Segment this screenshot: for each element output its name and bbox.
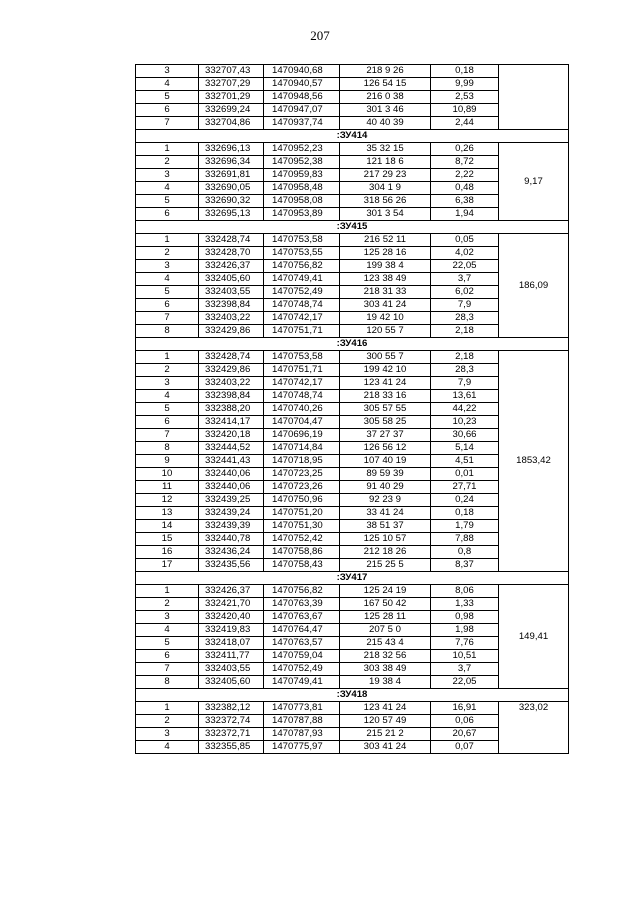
- direction-angle: 121 18 6: [340, 156, 431, 169]
- coord-y: 1470723,25: [264, 468, 340, 481]
- segment-length: 3,7: [431, 663, 499, 676]
- segment-length: 0,05: [431, 234, 499, 247]
- direction-angle: 218 9 26: [340, 65, 431, 78]
- coord-y: 1470749,41: [264, 273, 340, 286]
- direction-angle: 218 32 56: [340, 650, 431, 663]
- plot-title: :ЗУ416: [136, 338, 569, 351]
- segment-length: 8,72: [431, 156, 499, 169]
- point-number: 10: [136, 468, 199, 481]
- segment-length: 0,26: [431, 143, 499, 156]
- coord-x: 332372,71: [199, 728, 264, 741]
- segment-length: 1,79: [431, 520, 499, 533]
- coord-x: 332418,07: [199, 637, 264, 650]
- direction-angle: 35 32 15: [340, 143, 431, 156]
- coord-x: 332403,22: [199, 312, 264, 325]
- coord-x: 332429,86: [199, 325, 264, 338]
- direction-angle: 125 10 57: [340, 533, 431, 546]
- point-number: 3: [136, 728, 199, 741]
- coord-y: 1470787,93: [264, 728, 340, 741]
- segment-length: 44,22: [431, 403, 499, 416]
- coord-x: 332355,85: [199, 741, 264, 754]
- direction-angle: 167 50 42: [340, 598, 431, 611]
- coord-x: 332382,12: [199, 702, 264, 715]
- plot-header-row: [136, 130, 569, 143]
- point-number: 3: [136, 611, 199, 624]
- coord-y: 1470940,68: [264, 65, 340, 78]
- point-number: 5: [136, 403, 199, 416]
- segment-length: 7,88: [431, 533, 499, 546]
- segment-length: 0,98: [431, 611, 499, 624]
- segment-length: 2,18: [431, 325, 499, 338]
- direction-angle: 301 3 46: [340, 104, 431, 117]
- coord-y: 1470763,67: [264, 611, 340, 624]
- coord-x: 332421,70: [199, 598, 264, 611]
- coordinates-table-container: [135, 64, 568, 754]
- coord-x: 332691,81: [199, 169, 264, 182]
- point-number: 4: [136, 182, 199, 195]
- segment-length: 8,06: [431, 585, 499, 598]
- coord-y: 1470753,55: [264, 247, 340, 260]
- coordinates-table: [135, 64, 569, 754]
- page-number: 207: [310, 28, 330, 43]
- coord-x: 332428,74: [199, 234, 264, 247]
- coord-x: 332429,86: [199, 364, 264, 377]
- coord-y: 1470740,26: [264, 403, 340, 416]
- plot-title: :ЗУ415: [136, 221, 569, 234]
- point-number: 2: [136, 247, 199, 260]
- coord-x: 332414,17: [199, 416, 264, 429]
- direction-angle: 199 42 10: [340, 364, 431, 377]
- coord-x: 332426,37: [199, 260, 264, 273]
- direction-angle: 120 57 49: [340, 715, 431, 728]
- direction-angle: 216 0 38: [340, 91, 431, 104]
- coord-x: 332440,06: [199, 468, 264, 481]
- direction-angle: 215 25 5: [340, 559, 431, 572]
- segment-length: 0,24: [431, 494, 499, 507]
- coord-y: 1470763,39: [264, 598, 340, 611]
- table-row: [136, 585, 569, 598]
- coord-y: 1470948,56: [264, 91, 340, 104]
- segment-length: 7,76: [431, 637, 499, 650]
- point-number: 1: [136, 143, 199, 156]
- coord-x: 332701,29: [199, 91, 264, 104]
- plot-area: 149,41: [499, 585, 569, 689]
- point-number: 6: [136, 104, 199, 117]
- point-number: 8: [136, 442, 199, 455]
- coord-y: 1470756,82: [264, 585, 340, 598]
- direction-angle: 107 40 19: [340, 455, 431, 468]
- coord-y: 1470773,81: [264, 702, 340, 715]
- direction-angle: 126 56 12: [340, 442, 431, 455]
- segment-length: 0,06: [431, 715, 499, 728]
- point-number: 4: [136, 78, 199, 91]
- coord-x: 332426,37: [199, 585, 264, 598]
- point-number: 7: [136, 429, 199, 442]
- segment-length: 6,02: [431, 286, 499, 299]
- coord-x: 332690,05: [199, 182, 264, 195]
- coord-x: 332696,34: [199, 156, 264, 169]
- segment-length: 4,51: [431, 455, 499, 468]
- coord-y: 1470751,71: [264, 325, 340, 338]
- point-number: 4: [136, 741, 199, 754]
- plot-area: 1853,42: [499, 351, 569, 572]
- point-number: 7: [136, 663, 199, 676]
- direction-angle: 318 56 26: [340, 195, 431, 208]
- direction-angle: 123 38 49: [340, 273, 431, 286]
- coord-y: 1470756,82: [264, 260, 340, 273]
- segment-length: 27,71: [431, 481, 499, 494]
- coord-x: 332699,24: [199, 104, 264, 117]
- direction-angle: 123 41 24: [340, 377, 431, 390]
- segment-length: 0,18: [431, 507, 499, 520]
- coord-x: 332707,29: [199, 78, 264, 91]
- coord-y: 1470704,47: [264, 416, 340, 429]
- plot-title: :ЗУ417: [136, 572, 569, 585]
- segment-length: 13,61: [431, 390, 499, 403]
- point-number: 5: [136, 195, 199, 208]
- segment-length: 2,18: [431, 351, 499, 364]
- point-number: 1: [136, 351, 199, 364]
- direction-angle: 92 23 9: [340, 494, 431, 507]
- direction-angle: 303 38 49: [340, 663, 431, 676]
- direction-angle: 91 40 29: [340, 481, 431, 494]
- segment-length: 16,91: [431, 702, 499, 715]
- coord-y: 1470752,42: [264, 533, 340, 546]
- coord-x: 332428,70: [199, 247, 264, 260]
- coord-x: 332439,39: [199, 520, 264, 533]
- coord-x: 332696,13: [199, 143, 264, 156]
- point-number: 11: [136, 481, 199, 494]
- segment-length: 28,3: [431, 312, 499, 325]
- coord-x: 332398,84: [199, 299, 264, 312]
- coord-x: 332704,86: [199, 117, 264, 130]
- table-row: [136, 143, 569, 156]
- coord-y: 1470952,38: [264, 156, 340, 169]
- coord-y: 1470763,57: [264, 637, 340, 650]
- segment-length: 28,3: [431, 364, 499, 377]
- segment-length: 5,14: [431, 442, 499, 455]
- segment-length: 30,66: [431, 429, 499, 442]
- coord-y: 1470958,48: [264, 182, 340, 195]
- coord-y: 1470952,23: [264, 143, 340, 156]
- segment-length: 10,89: [431, 104, 499, 117]
- segment-length: 1,94: [431, 208, 499, 221]
- direction-angle: 40 40 39: [340, 117, 431, 130]
- direction-angle: 305 58 25: [340, 416, 431, 429]
- segment-length: 0,07: [431, 741, 499, 754]
- segment-length: 20,67: [431, 728, 499, 741]
- point-number: 17: [136, 559, 199, 572]
- point-number: 15: [136, 533, 199, 546]
- direction-angle: 303 41 24: [340, 299, 431, 312]
- coord-y: 1470742,17: [264, 312, 340, 325]
- plot-header-row: [136, 338, 569, 351]
- segment-length: 9,99: [431, 78, 499, 91]
- segment-length: 2,44: [431, 117, 499, 130]
- direction-angle: 199 38 4: [340, 260, 431, 273]
- coord-y: 1470752,49: [264, 663, 340, 676]
- point-number: 6: [136, 416, 199, 429]
- direction-angle: 301 3 54: [340, 208, 431, 221]
- table-row: [136, 234, 569, 247]
- point-number: 5: [136, 91, 199, 104]
- direction-angle: 125 28 11: [340, 611, 431, 624]
- direction-angle: 125 28 16: [340, 247, 431, 260]
- point-number: 5: [136, 637, 199, 650]
- coord-x: 332411,77: [199, 650, 264, 663]
- direction-angle: 33 41 24: [340, 507, 431, 520]
- coord-x: 332405,60: [199, 676, 264, 689]
- direction-angle: 126 54 15: [340, 78, 431, 91]
- direction-angle: 218 31 33: [340, 286, 431, 299]
- coord-x: 332420,18: [199, 429, 264, 442]
- coord-x: 332436,24: [199, 546, 264, 559]
- coord-y: 1470751,30: [264, 520, 340, 533]
- coord-y: 1470742,17: [264, 377, 340, 390]
- coord-y: 1470751,20: [264, 507, 340, 520]
- segment-length: 2,22: [431, 169, 499, 182]
- plot-area: [499, 65, 569, 130]
- coord-y: 1470696,19: [264, 429, 340, 442]
- segment-length: 0,18: [431, 65, 499, 78]
- coord-x: 332440,06: [199, 481, 264, 494]
- coord-x: 332420,40: [199, 611, 264, 624]
- coord-x: 332398,84: [199, 390, 264, 403]
- coordinates-table-body: [136, 65, 569, 754]
- coord-x: 332435,56: [199, 559, 264, 572]
- direction-angle: 19 42 10: [340, 312, 431, 325]
- coord-x: 332439,25: [199, 494, 264, 507]
- coord-x: 332707,43: [199, 65, 264, 78]
- direction-angle: 215 21 2: [340, 728, 431, 741]
- segment-length: 1,33: [431, 598, 499, 611]
- point-number: 8: [136, 676, 199, 689]
- point-number: 3: [136, 260, 199, 273]
- coord-x: 332388,20: [199, 403, 264, 416]
- direction-angle: 89 59 39: [340, 468, 431, 481]
- segment-length: 4,02: [431, 247, 499, 260]
- coord-y: 1470714,84: [264, 442, 340, 455]
- coord-y: 1470947,07: [264, 104, 340, 117]
- coord-y: 1470764,47: [264, 624, 340, 637]
- segment-length: 10,23: [431, 416, 499, 429]
- segment-length: 0,01: [431, 468, 499, 481]
- coord-y: 1470953,89: [264, 208, 340, 221]
- plot-area: 9,17: [499, 143, 569, 221]
- point-number: 1: [136, 585, 199, 598]
- point-number: 7: [136, 312, 199, 325]
- segment-length: 22,05: [431, 260, 499, 273]
- segment-length: 1,98: [431, 624, 499, 637]
- coord-x: 332428,74: [199, 351, 264, 364]
- plot-header-row: [136, 689, 569, 702]
- point-number: 14: [136, 520, 199, 533]
- direction-angle: 215 43 4: [340, 637, 431, 650]
- point-number: 3: [136, 377, 199, 390]
- coord-x: 332403,22: [199, 377, 264, 390]
- point-number: 6: [136, 650, 199, 663]
- coord-y: 1470718,95: [264, 455, 340, 468]
- direction-angle: 304 1 9: [340, 182, 431, 195]
- coord-y: 1470748,74: [264, 299, 340, 312]
- point-number: 8: [136, 325, 199, 338]
- point-number: 1: [136, 234, 199, 247]
- coord-x: 332695,13: [199, 208, 264, 221]
- coord-x: 332403,55: [199, 286, 264, 299]
- direction-angle: 216 52 11: [340, 234, 431, 247]
- coord-y: 1470775,97: [264, 741, 340, 754]
- point-number: 2: [136, 715, 199, 728]
- direction-angle: 125 24 19: [340, 585, 431, 598]
- coord-y: 1470753,58: [264, 234, 340, 247]
- table-row: [136, 65, 569, 78]
- segment-length: 8,37: [431, 559, 499, 572]
- point-number: 6: [136, 299, 199, 312]
- coord-y: 1470759,04: [264, 650, 340, 663]
- plot-header-row: [136, 221, 569, 234]
- coord-y: 1470749,41: [264, 676, 340, 689]
- point-number: 1: [136, 702, 199, 715]
- plot-title: :ЗУ418: [136, 689, 569, 702]
- segment-length: 2,53: [431, 91, 499, 104]
- direction-angle: 207 5 0: [340, 624, 431, 637]
- direction-angle: 120 55 7: [340, 325, 431, 338]
- direction-angle: 300 55 7: [340, 351, 431, 364]
- plot-title: :ЗУ414: [136, 130, 569, 143]
- segment-length: 6,38: [431, 195, 499, 208]
- point-number: 16: [136, 546, 199, 559]
- coord-y: 1470937,74: [264, 117, 340, 130]
- direction-angle: 303 41 24: [340, 741, 431, 754]
- table-row: [136, 702, 569, 715]
- point-number: 4: [136, 390, 199, 403]
- coord-y: 1470758,86: [264, 546, 340, 559]
- direction-angle: 218 33 16: [340, 390, 431, 403]
- point-number: 7: [136, 117, 199, 130]
- table-row: [136, 351, 569, 364]
- point-number: 9: [136, 455, 199, 468]
- coord-y: 1470723,26: [264, 481, 340, 494]
- segment-length: 0,8: [431, 546, 499, 559]
- coord-y: 1470940,57: [264, 78, 340, 91]
- coord-x: 332405,60: [199, 273, 264, 286]
- coord-y: 1470958,08: [264, 195, 340, 208]
- plot-area: 186,09: [499, 234, 569, 338]
- coord-x: 332439,24: [199, 507, 264, 520]
- point-number: 2: [136, 364, 199, 377]
- direction-angle: 19 38 4: [340, 676, 431, 689]
- plot-area: 323,02: [499, 702, 569, 754]
- coord-x: 332440,78: [199, 533, 264, 546]
- direction-angle: 217 29 23: [340, 169, 431, 182]
- point-number: 6: [136, 208, 199, 221]
- segment-length: 10,51: [431, 650, 499, 663]
- direction-angle: 123 41 24: [340, 702, 431, 715]
- point-number: 13: [136, 507, 199, 520]
- segment-length: 3,7: [431, 273, 499, 286]
- point-number: 4: [136, 273, 199, 286]
- segment-length: 7,9: [431, 299, 499, 312]
- segment-length: 22,05: [431, 676, 499, 689]
- point-number: 3: [136, 65, 199, 78]
- coord-y: 1470752,49: [264, 286, 340, 299]
- coord-x: 332372,74: [199, 715, 264, 728]
- coord-y: 1470758,43: [264, 559, 340, 572]
- segment-length: 7,9: [431, 377, 499, 390]
- direction-angle: 38 51 37: [340, 520, 431, 533]
- coord-y: 1470753,58: [264, 351, 340, 364]
- coord-x: 332419,83: [199, 624, 264, 637]
- coord-x: 332690,32: [199, 195, 264, 208]
- point-number: 2: [136, 598, 199, 611]
- coord-y: 1470787,88: [264, 715, 340, 728]
- coord-x: 332444,52: [199, 442, 264, 455]
- plot-header-row: [136, 572, 569, 585]
- segment-length: 0,48: [431, 182, 499, 195]
- point-number: 2: [136, 156, 199, 169]
- coord-y: 1470750,96: [264, 494, 340, 507]
- coord-x: 332441,43: [199, 455, 264, 468]
- coord-y: 1470748,74: [264, 390, 340, 403]
- coord-y: 1470959,83: [264, 169, 340, 182]
- coord-x: 332403,55: [199, 663, 264, 676]
- direction-angle: 305 57 55: [340, 403, 431, 416]
- point-number: 3: [136, 169, 199, 182]
- point-number: 12: [136, 494, 199, 507]
- direction-angle: 37 27 37: [340, 429, 431, 442]
- point-number: 4: [136, 624, 199, 637]
- point-number: 5: [136, 286, 199, 299]
- coord-y: 1470751,71: [264, 364, 340, 377]
- direction-angle: 212 18 26: [340, 546, 431, 559]
